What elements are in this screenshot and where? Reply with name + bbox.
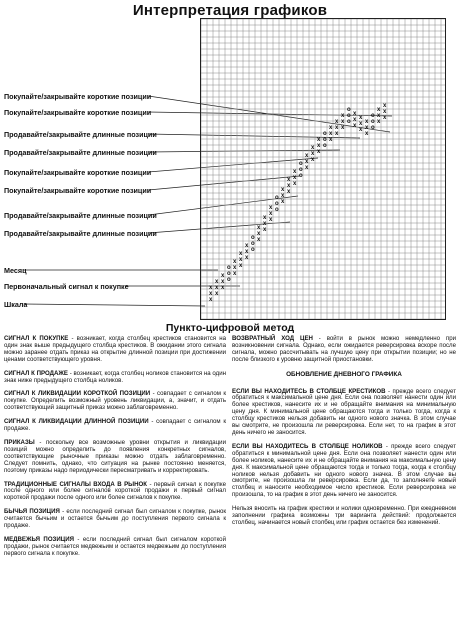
entry-text: - первый сигнал к покупке после одного или более сигналов короткой продажи и первый сигнал короткой продажи после одного или более сигналов к покупке. <box>4 480 226 502</box>
text-entry <box>4 482 226 503</box>
chart-mark: x <box>335 131 339 137</box>
entry-heading: ПРИКАЗЫ <box>4 438 35 446</box>
entry-heading: ЕСЛИ ВЫ НАХОДИТЕСЬ В СТОЛБЦЕ НОЛИКОВ <box>232 442 383 450</box>
chart-mark: x <box>209 291 213 297</box>
chart-mark: x <box>281 199 285 205</box>
chart-mark: x <box>359 121 363 127</box>
entry-text: - если последний сигнал был сигналом к покупке, рынок считается бычьим и остается бычьим до поступления первого сигнала к продаже. <box>4 508 226 530</box>
chart-grid <box>201 19 445 319</box>
chart-mark: x <box>359 115 363 121</box>
text-entry <box>4 336 226 364</box>
entry-text: - возникает, когда столбец крестиков становится на один знак выше предыдущего столбца крестиков. В ожидании этого сигнала можно заранее отдать приказ на открытие длинной позиции при достижении ценами соответствующего уровня. <box>4 335 226 363</box>
chart-mark: x <box>221 273 225 279</box>
chart-mark: o <box>251 235 255 241</box>
chart-label: Продавайте/закрывайте длинные позиции <box>4 211 157 220</box>
chart-mark: x <box>359 127 363 133</box>
chart-mark: x <box>311 157 315 163</box>
chart-mark: x <box>377 119 381 125</box>
chart-mark: x <box>239 257 243 263</box>
chart-label: Продавайте/закрывайте длинные позиции <box>4 148 157 157</box>
text-entry <box>4 537 226 558</box>
page-title: Интерпретация графиков <box>132 2 328 19</box>
chart-mark: x <box>383 109 387 115</box>
chart-mark: x <box>377 107 381 113</box>
method-title: Пункто-цифровой метод <box>165 322 295 334</box>
chart-mark: x <box>239 263 243 269</box>
text-entry <box>232 506 456 527</box>
chart-mark: x <box>293 169 297 175</box>
chart-label: Продавайте/закрывайте длинные позиции <box>4 229 157 238</box>
text-entry <box>232 444 456 499</box>
leader-line <box>24 304 206 306</box>
chart-mark: x <box>257 225 261 231</box>
chart-mark: x <box>281 187 285 193</box>
chart-mark: x <box>245 243 249 249</box>
point-and-figure-chart <box>200 18 446 320</box>
chart-label: Покупайте/закрывайте короткие позиции <box>4 108 152 117</box>
chart-mark: x <box>353 123 357 129</box>
chart-mark: x <box>233 265 237 271</box>
entry-heading: СИГНАЛ К ПОКУПКЕ <box>4 335 69 342</box>
chart-mark: x <box>365 125 369 131</box>
entry-heading: БЫЧЬЯ ПОЗИЦИЯ <box>4 508 60 516</box>
chart-mark: x <box>383 103 387 109</box>
chart-mark: x <box>215 279 219 285</box>
chart-mark: x <box>287 189 291 195</box>
chart-mark: o <box>275 195 279 201</box>
entry-heading: СИГНАЛ К ПРОДАЖЕ <box>4 369 68 377</box>
chart-mark: x <box>269 211 273 217</box>
chart-mark: x <box>317 143 321 149</box>
right-text-column <box>232 336 456 534</box>
entry-text: - возникает, когда столбец ноликов становится на один знак ниже предыдущего столбца ноликов. <box>4 369 226 384</box>
chart-mark: o <box>227 277 231 283</box>
chart-label: Покупайте/закрывайте короткие позиции <box>4 168 152 177</box>
chart-mark: x <box>233 271 237 277</box>
entry-text: - совпадает с сигналом к продаже. <box>4 418 226 433</box>
entry-heading: ВОЗВРАТНЫЙ ХОД ЦЕН <box>232 335 313 342</box>
chart-mark: x <box>329 131 333 137</box>
chart-mark: o <box>227 271 231 277</box>
chart-label: Шкала <box>4 300 28 309</box>
chart-mark: o <box>323 131 327 137</box>
entry-text: Нельзя вносить на график крестики и нолики одновременно. При ежедневном заполнении графика возможны три варианта действий: продолжается столбец, начинается новый столбец или график остается без изменений. <box>232 505 456 526</box>
chart-mark: x <box>305 159 309 165</box>
chart-mark: x <box>317 137 321 143</box>
chart-mark: x <box>329 137 333 143</box>
chart-label: Продавайте/закрывайте длинные позиции <box>4 130 157 139</box>
chart-mark: o <box>323 143 327 149</box>
chart-mark: x <box>269 205 273 211</box>
entry-text: - поскольку все возможные уровни открытия и ликвидации позиций можно определить до появления конкретных сигналов, соответствующие рыночные приказы можно отдать заблаговременно. Следует помнить, однако, что ситуация на рынке постоянно меняется, поэтому приказы надо периодически пересматривать и корректировать. <box>4 438 226 474</box>
chart-mark: x <box>263 221 267 227</box>
entry-text: - если последний сигнал был сигналом короткой продажи, рынок считается медвежьим и остается медвежьим до поступления первого сигнала к покупке. <box>4 535 226 557</box>
entry-heading: СИГНАЛ К ЛИКВИДАЦИИ КОРОТКОЙ ПОЗИЦИИ <box>4 390 151 398</box>
chart-mark: x <box>305 153 309 159</box>
chart-mark: x <box>221 285 225 291</box>
chart-mark: x <box>263 227 267 233</box>
entry-heading: ЕСЛИ ВЫ НАХОДИТЕСЬ В СТОЛБЦЕ КРЕСТИКОВ <box>232 387 386 395</box>
chart-mark: x <box>293 175 297 181</box>
chart-mark: o <box>347 107 351 113</box>
chart-mark: x <box>341 113 345 119</box>
chart-label: Покупайте/закрывайте короткие позиции <box>4 92 152 101</box>
chart-mark: x <box>263 215 267 221</box>
chart-mark: x <box>281 193 285 199</box>
chart-mark: x <box>305 165 309 171</box>
chart-mark: o <box>371 119 375 125</box>
chart-mark: o <box>299 173 303 179</box>
entry-text: - войти в рынок можно немедленно при возникновении сигнала. Однако, если ожидается реверсировка вскоре после сигнала, можно рассчитывать на лучшую цену при открытии позиции; но не после близкого к уровню защитной приостановки. <box>232 335 456 363</box>
chart-mark: x <box>377 113 381 119</box>
text-entry <box>232 336 456 364</box>
chart-mark: x <box>335 119 339 125</box>
chart-mark: x <box>341 119 345 125</box>
chart-mark: x <box>329 125 333 131</box>
chart-mark: x <box>383 115 387 121</box>
chart-label: Первоначальный сигнал к покупке <box>4 282 129 291</box>
chart-mark: o <box>299 161 303 167</box>
section-subtitle: ОБНОВЛЕНИЕ ДНЕВНОГО ГРАФИКА <box>286 370 402 378</box>
chart-label: Покупайте/закрывайте короткие позиции <box>4 186 152 195</box>
text-entry <box>4 509 226 530</box>
entry-text: - совпадает с сигналом к покупке. Определить возможный уровень ликвидации, а, значит, и отдать соответствующий защитный приказ можно заблаговременно. <box>4 390 226 412</box>
chart-mark: x <box>239 251 243 257</box>
chart-mark: o <box>251 247 255 253</box>
chart-mark: x <box>221 279 225 285</box>
chart-mark: o <box>371 113 375 119</box>
entry-heading: СИГНАЛ К ЛИКВИДАЦИИ ДЛИННОЙ ПОЗИЦИИ <box>4 418 149 426</box>
chart-mark: o <box>371 125 375 131</box>
chart-mark: x <box>317 149 321 155</box>
chart-mark: o <box>227 265 231 271</box>
chart-mark: x <box>335 125 339 131</box>
entry-heading: МЕДВЕЖЬЯ ПОЗИЦИЯ <box>4 535 74 543</box>
chart-mark: x <box>215 285 219 291</box>
chart-mark: x <box>257 237 261 243</box>
entry-text: - прежде всего следует обратиться к максимальной цене дня. Если она позволяет нанести один или более крестиков, нанесите их и не обращайте внимания на минимальную цену дня. К минимальной цене обращаются тогда и только тогда, когда к столбцу крестиков нельзя добавить ни одного нового значка. В этом случае вы смотрите, не произошла ли реверсировка. Если нет, то на график в этот день ничего не заносится. <box>232 387 456 436</box>
chart-mark: x <box>311 145 315 151</box>
chart-mark: x <box>245 255 249 261</box>
chart-mark: o <box>299 167 303 173</box>
chart-mark: x <box>365 131 369 137</box>
chart-mark: x <box>353 117 357 123</box>
chart-mark: x <box>353 111 357 117</box>
chart-mark: x <box>245 249 249 255</box>
chart-label: Месяц <box>4 266 27 275</box>
chart-mark: x <box>209 285 213 291</box>
chart-mark: o <box>347 113 351 119</box>
chart-mark: o <box>275 201 279 207</box>
chart-mark: x <box>287 183 291 189</box>
chart-mark: o <box>323 137 327 143</box>
chart-mark: x <box>269 217 273 223</box>
chart-mark: x <box>209 297 213 303</box>
entry-heading: ТРАДИЦИОННЫЕ СИГНАЛЫ ВХОДА В РЫНОК <box>4 480 147 488</box>
entry-text: - прежде всего следует обратиться к минимальной цене дня. Если она позволяет нанести один или более ноликов, нанесите их и не обращайте внимания на максимальную цену дня. К максимальной цене обращаются тогда и только тогда, когда к столбцу ноликов нельзя добавить ни одного нового значка. В этом случае вы смотрите, не произошла ли реверсировка. Если да, то заполняете новый столбец и наносите необходимое число крестиков. Если реверсировка не произошла, то на график в этот день ничего не заносится. <box>232 442 456 499</box>
chart-mark: o <box>275 207 279 213</box>
text-entry <box>4 440 226 475</box>
text-entry <box>4 419 226 433</box>
chart-mark: x <box>341 125 345 131</box>
chart-mark: x <box>365 119 369 125</box>
chart-mark: x <box>293 181 297 187</box>
text-entry <box>4 371 226 385</box>
left-text-column <box>4 336 226 565</box>
text-entry <box>232 389 456 437</box>
chart-mark: x <box>311 151 315 157</box>
chart-mark: o <box>251 241 255 247</box>
chart-mark: x <box>233 259 237 265</box>
text-entry <box>4 391 226 412</box>
chart-mark: o <box>347 119 351 125</box>
chart-mark: x <box>257 231 261 237</box>
chart-mark: x <box>287 177 291 183</box>
chart-mark: x <box>215 291 219 297</box>
